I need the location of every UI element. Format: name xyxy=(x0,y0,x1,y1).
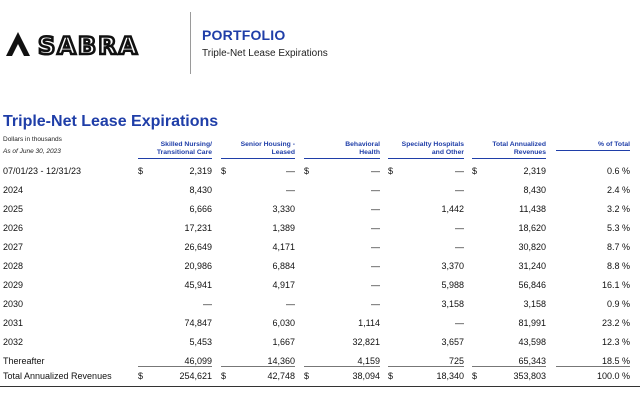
table-cell: 43,598 xyxy=(518,337,546,347)
table-cell: 2.4 % xyxy=(606,185,630,195)
table-cell: 18.5 % xyxy=(601,356,630,366)
table-cell: — xyxy=(455,223,464,233)
row-label: 2027 xyxy=(3,242,24,252)
table-cell: 16.1 % xyxy=(601,280,630,290)
table-cell: 56,846 xyxy=(518,280,546,290)
currency-symbol: $ xyxy=(304,371,310,381)
table-row xyxy=(0,163,640,181)
table-cell: 4,917 xyxy=(272,280,295,290)
table-cell: — xyxy=(203,299,212,309)
table-cell: 32,821 xyxy=(352,337,380,347)
table-cell: 1,442 xyxy=(441,204,464,214)
subtotal-rule xyxy=(556,366,630,367)
total-rule xyxy=(0,386,640,387)
table-cell: — xyxy=(455,185,464,195)
table-cell: 0.9 % xyxy=(606,299,630,309)
table-cell: 14,360 xyxy=(267,356,295,366)
table-cell: 3,330 xyxy=(272,204,295,214)
table-cell: 5,453 xyxy=(189,337,212,347)
currency-symbol: $ xyxy=(472,166,478,176)
subtotal-rule xyxy=(304,366,380,367)
table-row xyxy=(0,220,640,238)
row-label: 2026 xyxy=(3,223,24,233)
table-row xyxy=(0,258,640,276)
subtotal-rule xyxy=(388,366,464,367)
table-cell: 12.3 % xyxy=(601,337,630,347)
table-cell: 38,094 xyxy=(352,371,380,381)
table-cell: 0.6 % xyxy=(606,166,630,176)
table-cell: 65,343 xyxy=(518,356,546,366)
table-row xyxy=(0,296,640,314)
table-row xyxy=(0,277,640,295)
units-note: Dollars in thousands xyxy=(3,136,62,143)
table-cell: 3,370 xyxy=(441,261,464,271)
table-cell: — xyxy=(371,204,380,214)
table-cell: 254,621 xyxy=(179,371,212,381)
table-cell: 8,430 xyxy=(523,185,546,195)
table-cell: — xyxy=(455,166,464,176)
table-cell: 8.8 % xyxy=(606,261,630,271)
table-cell: 45,941 xyxy=(184,280,212,290)
currency-symbol: $ xyxy=(388,166,394,176)
page-header xyxy=(0,0,640,80)
row-label: 2032 xyxy=(3,337,24,347)
table-cell: 17,231 xyxy=(184,223,212,233)
table-cell: 3,158 xyxy=(441,299,464,309)
table-cell: 5.3 % xyxy=(606,223,630,233)
header-divider xyxy=(190,12,191,74)
table-cell: — xyxy=(371,166,380,176)
date-note: As of June 30, 2023 xyxy=(3,148,61,155)
table-cell: — xyxy=(455,242,464,252)
table-cell: 6,030 xyxy=(272,318,295,328)
row-label: 07/01/23 - 12/31/23 xyxy=(3,166,82,176)
table-row xyxy=(0,315,640,333)
table-cell: 30,820 xyxy=(518,242,546,252)
table-cell: 18,340 xyxy=(436,371,464,381)
table-cell: — xyxy=(371,185,380,195)
table-cell: — xyxy=(371,261,380,271)
currency-symbol: $ xyxy=(304,166,310,176)
currency-symbol: $ xyxy=(138,166,144,176)
header-subtitle: Triple-Net Lease Expirations xyxy=(202,48,328,59)
table-cell: 8,430 xyxy=(189,185,212,195)
row-label: 2024 xyxy=(3,185,24,195)
table-cell: 26,649 xyxy=(184,242,212,252)
table-cell: — xyxy=(371,242,380,252)
table-row xyxy=(0,239,640,257)
table-cell: — xyxy=(371,299,380,309)
table-cell: 4,159 xyxy=(357,356,380,366)
table-cell: 2,319 xyxy=(523,166,546,176)
table-cell: 3,657 xyxy=(441,337,464,347)
table-cell: 1,114 xyxy=(358,318,380,328)
table-cell: 31,240 xyxy=(518,261,546,271)
table-cell: 5,988 xyxy=(441,280,464,290)
table-cell: 100.0 % xyxy=(596,371,630,381)
table-row xyxy=(0,201,640,219)
row-label: Thereafter xyxy=(3,356,45,366)
table-cell: — xyxy=(455,318,464,328)
table-cell: — xyxy=(286,166,295,176)
table-cell: — xyxy=(371,223,380,233)
col-header-specialty-hospitals: Specialty Hospitals and Other xyxy=(388,141,464,159)
table-cell: 1,667 xyxy=(272,337,295,347)
table-cell: 3,158 xyxy=(523,299,546,309)
table-cell: 1,389 xyxy=(272,223,295,233)
table-cell: 11,438 xyxy=(519,204,546,214)
currency-symbol: $ xyxy=(138,371,144,381)
col-header-senior-housing: Senior Housing - Leased xyxy=(221,141,295,159)
table-row xyxy=(0,334,640,352)
table-row xyxy=(0,182,640,200)
col-header-skilled-nursing: Skilled Nursing/ Transitional Care xyxy=(138,141,212,159)
table-cell: 4,171 xyxy=(272,242,295,252)
table-cell: — xyxy=(286,299,295,309)
table-cell: 6,666 xyxy=(189,204,212,214)
table-cell: 725 xyxy=(448,356,464,366)
table-title: Triple-Net Lease Expirations xyxy=(3,113,219,130)
table-cell: 2,319 xyxy=(189,166,212,176)
table-cell: 353,803 xyxy=(513,371,546,381)
sabra-logo xyxy=(4,26,164,60)
col-header-total-revenues: Total Annualized Revenues xyxy=(472,141,546,159)
table-cell: 20,986 xyxy=(184,261,212,271)
currency-symbol: $ xyxy=(221,166,227,176)
table-cell: 74,847 xyxy=(184,318,212,328)
table-cell: 81,991 xyxy=(518,318,546,328)
row-label: 2025 xyxy=(3,204,24,214)
table-cell: 6,884 xyxy=(272,261,295,271)
subtotal-rule xyxy=(138,366,212,367)
table-cell: 3.2 % xyxy=(606,204,630,214)
table-cell: — xyxy=(371,280,380,290)
currency-symbol: $ xyxy=(221,371,227,381)
total-row xyxy=(0,368,640,386)
currency-symbol: $ xyxy=(472,371,478,381)
col-header-percent-total: % of Total xyxy=(556,141,630,151)
table-cell: 18,620 xyxy=(518,223,546,233)
subtotal-rule xyxy=(221,366,295,367)
table-cell: 8.7 % xyxy=(606,242,630,252)
row-label: 2031 xyxy=(3,318,24,328)
row-label: 2028 xyxy=(3,261,24,271)
col-header-behavioral-health: Behavioral Health xyxy=(304,141,380,159)
subtotal-rule xyxy=(472,366,546,367)
total-label: Total Annualized Revenues xyxy=(3,371,112,381)
table-cell: 42,748 xyxy=(267,371,295,381)
logo-wordmark: SABRA xyxy=(38,32,140,60)
section-label: PORTFOLIO xyxy=(202,27,286,43)
table-cell: 46,099 xyxy=(184,356,212,366)
row-label: 2030 xyxy=(3,299,24,309)
currency-symbol: $ xyxy=(388,371,394,381)
row-label: 2029 xyxy=(3,280,24,290)
table-cell: — xyxy=(286,185,295,195)
table-cell: 23.2 % xyxy=(601,318,630,328)
